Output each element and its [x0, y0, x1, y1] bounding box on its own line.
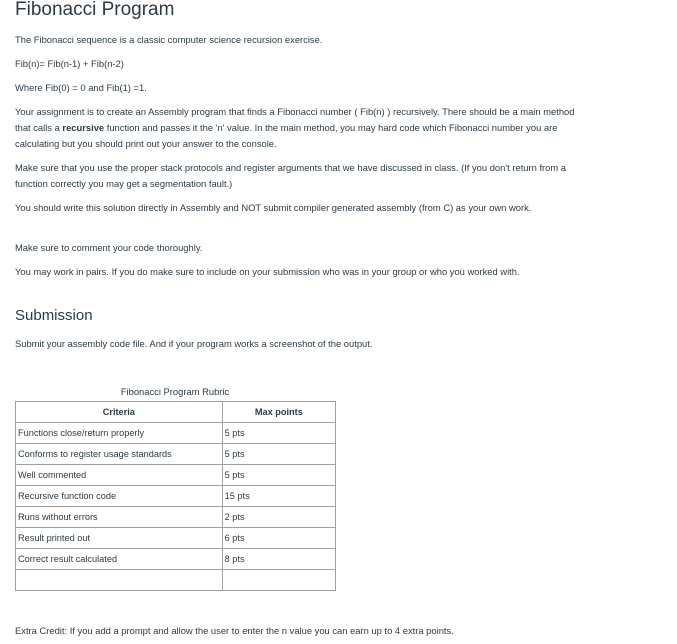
rubric-row [16, 486, 336, 507]
rubric-criteria-cell: Correct result calculated [16, 549, 223, 570]
rubric-points-cell: 5 pts [222, 423, 335, 444]
rubric-table [15, 401, 336, 591]
assignment-text-a: Your assignment is to create an Assembly program that finds a Fibonacci number ( Fib(n) ) recursively. There should be a main method that calls a [15, 106, 575, 133]
no-compiler-paragraph: You should write this solution directly in Assembly and NOT submit compiler generated assembly (from C) as your own work. [15, 202, 532, 213]
rubric-row [16, 423, 336, 444]
submission-heading: Submission [15, 307, 93, 324]
rubric-row [16, 528, 336, 549]
rubric-points-cell: 15 pts [222, 486, 335, 507]
rubric-row [16, 444, 336, 465]
points-column-header: Max points [222, 402, 335, 423]
assignment-text-bold: recursive [62, 122, 105, 133]
assignment-paragraph [15, 104, 575, 152]
stack-protocol-paragraph: Make sure that you use the proper stack protocols and register arguments that we have discussed in class. (If you don't return from a function correctly you may get a segmentation fault.) [15, 162, 567, 189]
rubric-header-row [16, 402, 336, 423]
rubric-criteria-cell: Functions close/return properly [16, 423, 223, 444]
rubric-criteria-cell: Recursive function code [16, 486, 223, 507]
extra-credit-paragraph: Extra Credit: If you add a prompt and allow the user to enter the n value you can earn up to 4 extra points. [15, 625, 454, 636]
rubric-criteria-cell: Conforms to register usage standards [16, 444, 223, 465]
rubric-row [16, 465, 336, 486]
rubric-points-cell: 5 pts [222, 444, 335, 465]
criteria-column-header: Criteria [16, 402, 223, 423]
page-title: Fibonacci Program [15, 0, 175, 20]
assignment-text-c: function and passes it the 'n' value. In the main method, you may hard code which Fibonacci number you are calculating but you should print out your answer to the console. [15, 122, 558, 149]
rubric-caption: Fibonacci Program Rubric [120, 386, 230, 397]
submission-paragraph: Submit your assembly code file. And if your program works a screenshot of the output. [15, 338, 373, 349]
rubric-criteria-cell: Runs without errors [16, 507, 223, 528]
rubric-points-cell: 8 pts [222, 549, 335, 570]
rubric-points-cell: 2 pts [222, 507, 335, 528]
rubric-criteria-cell: Well commented [16, 465, 223, 486]
rubric-points-cell: 5 pts [222, 465, 335, 486]
rubric-row [16, 549, 336, 570]
formula-paragraph: Fib(n)= Fib(n-1) + Fib(n-2) [15, 58, 124, 69]
rubric-row [16, 507, 336, 528]
rubric-empty-cell [222, 570, 335, 591]
rubric-points-cell: 6 pts [222, 528, 335, 549]
rubric-empty-cell [16, 570, 223, 591]
rubric-criteria-cell: Result printed out [16, 528, 223, 549]
rubric-empty-row [16, 570, 336, 591]
base-case-paragraph: Where Fib(0) = 0 and Fib(1) =1. [15, 82, 147, 93]
intro-paragraph: The Fibonacci sequence is a classic computer science recursion exercise. [15, 34, 323, 45]
comment-paragraph: Make sure to comment your code thoroughly. [15, 242, 203, 253]
pairs-paragraph: You may work in pairs. If you do make sure to include on your submission who was in your group or who you worked with. [15, 266, 520, 277]
